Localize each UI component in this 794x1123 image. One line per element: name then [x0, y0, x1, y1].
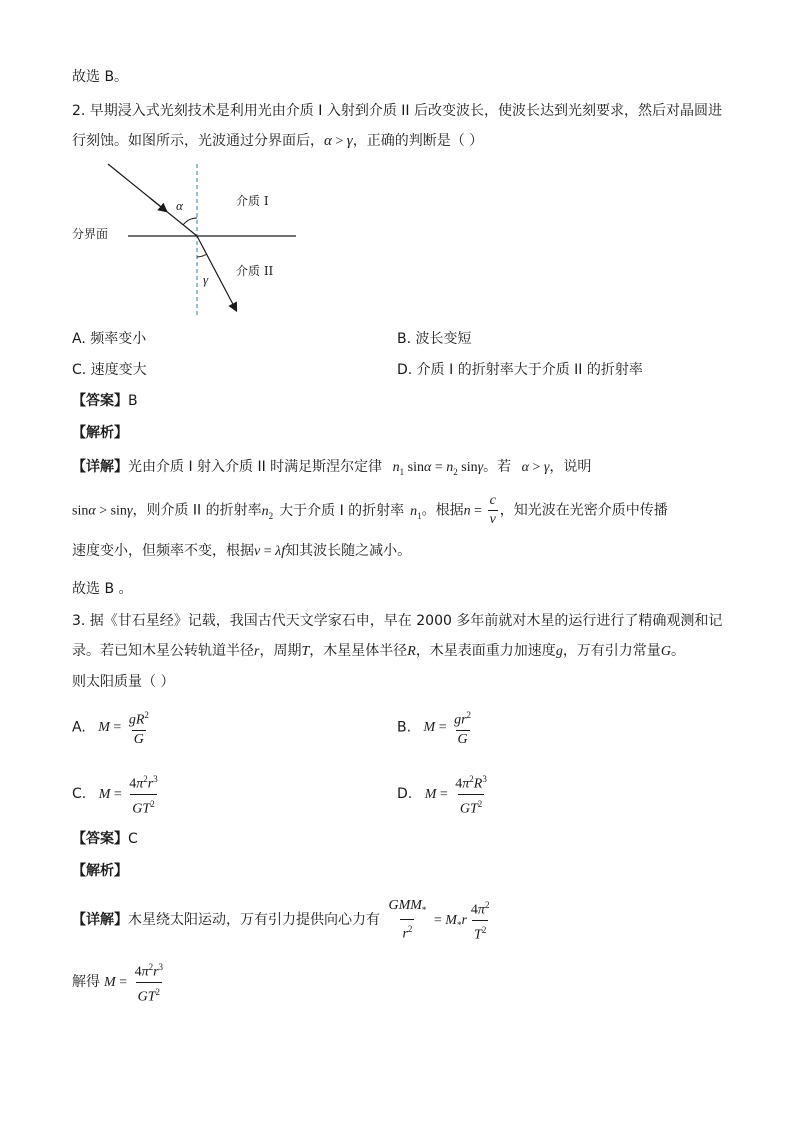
- q3-option-a: A. M = $\frac{gR^2}{G}$: [72, 710, 149, 747]
- q2-detail-line2: sinα > sinγ，则介质 II 的折射率$n_2$ 大于介质 I 的折射率 $n_1$。根据n = $\frac{c}{v}$ ，知光波在光密介质中传播: [72, 493, 668, 527]
- boundary-label: 分界面: [72, 227, 109, 241]
- q2-stem-line2: 行刻蚀。如图所示，光波通过分界面后，α > γ，正确的判断是（ ）: [72, 133, 484, 149]
- q2-option-c: C. 速度变大: [72, 362, 147, 378]
- q3-stem-line2: 录。若已知木星公转轨道半径r，周期T，木星星体半径R，木星表面重力加速度g，万有引力常量G。: [72, 643, 685, 659]
- medium2-label: 介质 II: [236, 264, 274, 278]
- q2-stem-line1: 2. 早期浸入式光刻技术是利用光由介质 I 入射到介质 II 后改变波长，使波长达到光刻要求，然后对晶圆进: [72, 103, 722, 119]
- q3-stem-line3: 则太阳质量（ ）: [72, 674, 175, 690]
- angle-gamma-label: γ: [203, 272, 209, 287]
- q2-detail-line3: 速度变小，但频率不变，根据v = λf知其波长随之减小。: [72, 543, 412, 559]
- angle-alpha-arc: [183, 218, 197, 225]
- q2-option-a: A. 频率变小: [72, 331, 147, 347]
- q2-option-b: B. 波长变短: [397, 331, 472, 347]
- q2-analysis-label: 【解析】: [72, 425, 128, 441]
- q3-option-d: D. M = $\frac{4\pi^2R^3}{GT^2}$: [397, 774, 487, 817]
- q3-stem-line1: 3. 据《甘石星经》记载，我国古代天文学家石申，早在 2000 多年前就对木星的运行进行了精确观测和记: [72, 613, 723, 629]
- q2-answer: 【答案】B: [72, 393, 138, 409]
- q2-option-d: D. 介质 I 的折射率大于介质 II 的折射率: [397, 362, 643, 378]
- q1-conclusion: 故选 B。: [72, 69, 129, 85]
- q3-solve-line: 解得 M = $\frac{4\pi^2r^3}{GT^2}$: [72, 962, 164, 1005]
- incident-arrow: [150, 198, 166, 211]
- q2-conclusion: 故选 B 。: [72, 581, 133, 597]
- medium1-label: 介质 I: [236, 194, 269, 208]
- angle-alpha-label: α: [176, 198, 183, 213]
- q3-option-b: B. M = $\frac{gr^2}{G}$: [397, 710, 472, 747]
- angle-gamma-arc: [197, 254, 207, 257]
- q3-answer: 【答案】C: [72, 831, 138, 847]
- q3-analysis-label: 【解析】: [72, 863, 128, 879]
- q3-detail-line1: 【详解】木星绕太阳运动，万有引力提供向心力有 $\frac{GMM_*}{r^2}$ = $M_*r$ $\frac{4\pi^2}{T^2}$: [72, 897, 490, 943]
- q3-option-c: C. M = $\frac{4\pi^2r^3}{GT^2}$: [72, 774, 158, 817]
- q2-detail-line1: 【详解】光由介质 I 射入介质 II 时满足斯涅尔定律 $n_1$ $\sin\alpha = n_2$ sinγ。若 α > γ，说明: [72, 459, 592, 477]
